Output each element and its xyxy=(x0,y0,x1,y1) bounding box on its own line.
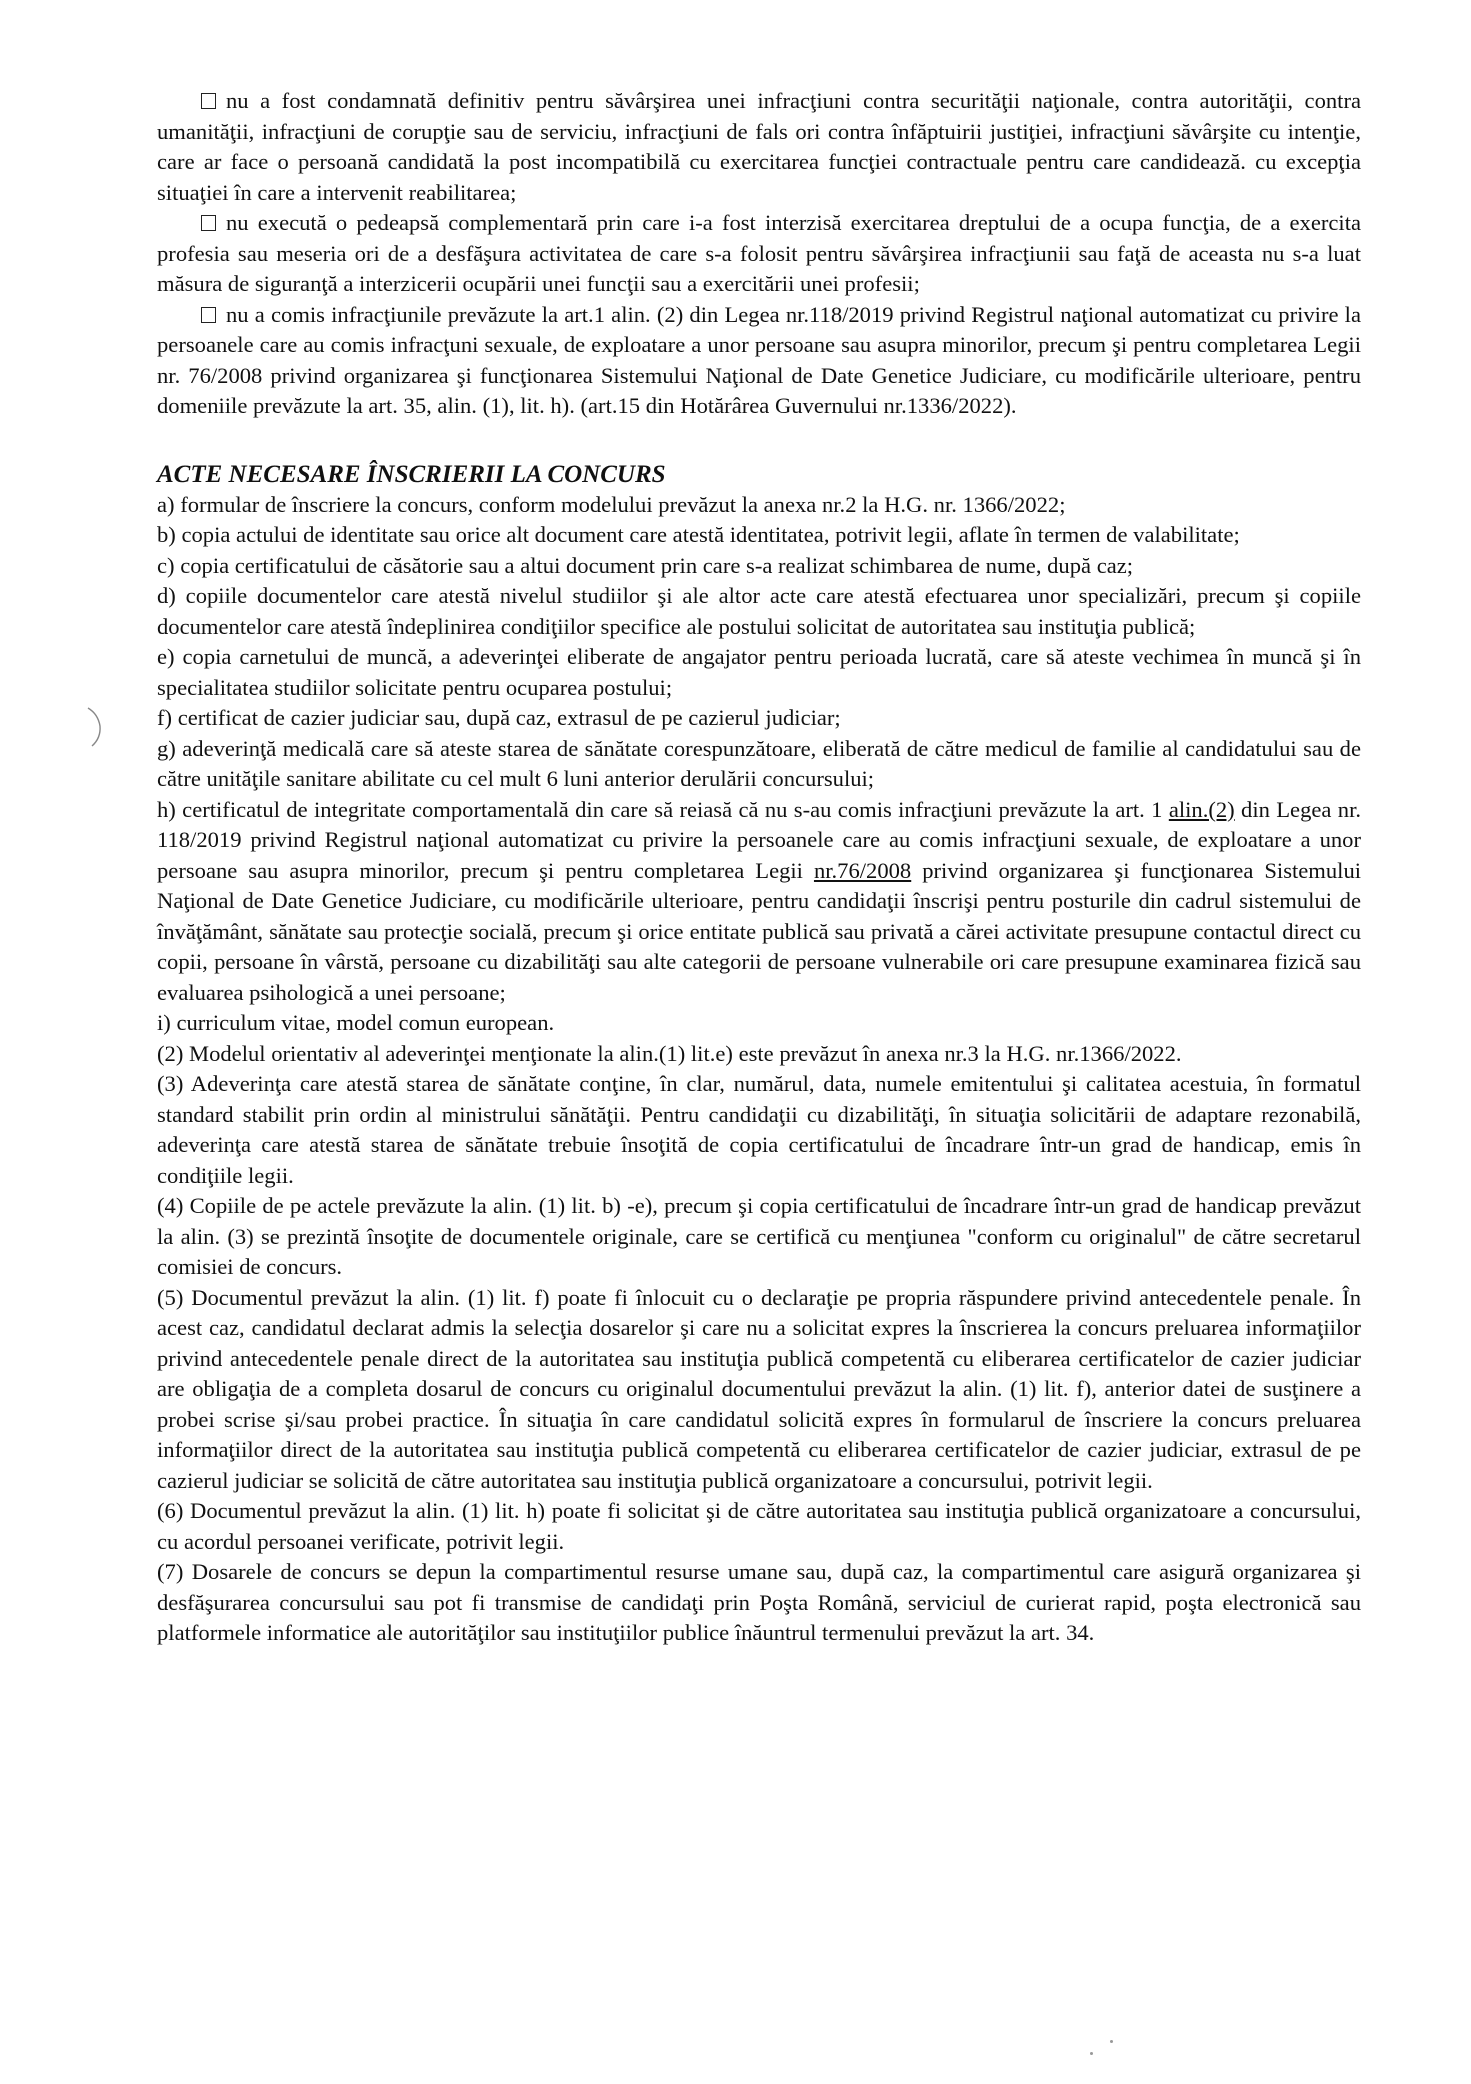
checkbox-icon xyxy=(201,93,216,109)
law-reference-link[interactable]: nr.76/2008 xyxy=(813,857,912,883)
section-heading: ACTE NECESARE ÎNSCRIERII LA CONCURS xyxy=(157,460,666,488)
document-item-a: a) formular de înscriere la concurs, conform modelului prevăzut la anexa nr.2 la H.G. nr. 1366/2022; xyxy=(157,491,1066,517)
document-item-f: f) certificat de cazier judiciar sau, după caz, extrasul de pe cazierul judiciar; xyxy=(157,705,841,730)
document-item-e: e) copia carnetului de muncă, a adeverinţei eliberate de angajator pentru perioada lucrată, care să ateste vechimea în muncă şi în specialitatea studiilor solicitate pentru ocuparea postului; xyxy=(157,644,1361,700)
condition-item xyxy=(157,300,1361,422)
item-h-text: din Legea nr. 118/2019 privind Registrul naţional automatizat cu privire la persoanele care au comis infracţiuni sexuale, de exploatare a unor persoane sau asupra minorilor, precum şi pentru completarea Legii xyxy=(157,796,1361,883)
document-item-d: d) copiile documentelor care atestă nivelul studiilor şi ale altor acte care atestă efectuarea unor specializări, precum şi copiile documentelor care atestă îndeplinirea condiţiilor specifice ale postului solicitat de autoritatea sau instituţia publică; xyxy=(157,583,1361,639)
document-item-g: g) adeverinţă medicală care să ateste starea de sănătate corespunzătoare, eliberată de către medicul de familie al candidatului sau de către unităţile sanitare abilitate cu cel mult 6 luni anterior derulării concursului; xyxy=(157,735,1361,791)
paragraph-7: (7) Dosarele de concurs se depun la compartimentul resurse umane sau, după caz, la compartimentul care asigură organizarea şi desfăşurarea concursului sau pot fi transmise de candidaţi prin Poşta Română, serviciul de curierat rapid, poşta electronică sau platformele informatice ale autorităţilor sau instituţiilor publice înăuntrul termenului prevăzut la art. 34. xyxy=(157,1559,1361,1645)
document-item-b: b) copia actului de identitate sau orice alt document care atestă identitatea, potrivit legii, aflate în termen de valabilitate; xyxy=(157,522,1240,547)
condition-text: nu a fost condamnată definitiv pentru săvârşirea unei infracţiuni contra securităţii naţionale, contra autorităţii, contra umanităţii, infracţiuni de corupţie sau de serviciu, infracţiuni de fals ori contra înfăptuirii justiţiei, infracţiuni săvârşite cu intenţie, care ar face o persoană candidată la post incompatibilă cu exercitarea funcţiei contractuale pentru care candidează. cu excepţia situaţiei în care a intervenit reabilitarea; xyxy=(157,88,1361,205)
condition-text: nu execută o pedeapsă complementară prin care i-a fost interzisă exercitarea dreptului de a ocupa funcţia, de a exercita profesia sau meseria ori de a desfăşura activitatea de care s-a folosit pentru săvârşirea infracţiunii sau faţă de aceasta nu s-a luat măsura de siguranţă a interzicerii ocupării unei funcţii sau a exercitării unei profesii; xyxy=(157,210,1361,296)
document-item-h xyxy=(157,795,1361,1009)
paragraph-5: (5) Documentul prevăzut la alin. (1) lit. f) poate fi înlocuit cu o declaraţie pe propria răspundere privind antecedentele penale. În acest caz, candidatul declarat admis la selecţia dosarelor şi care nu a solicitat expres la înscrierea la concurs preluarea informaţiilor privind antecedentele penale direct de la autoritatea sau instituţia publică competentă cu eliberarea certificatelor de cazier judiciar are obligaţia de a completa dosarul de concurs cu originalul documentului prevăzut la alin. (1) lit. f), anterior datei de susţinere a probei scrise şi/sau probei practice. În situaţia în care candidatul solicită expres în formularul de înscriere la concurs preluarea informaţiilor direct de la autoritatea sau instituţia publică competentă cu eliberarea certificatelor de cazier judiciar, extrasul de pe cazierul judiciar se solicită de către autoritatea sau instituţia publică organizatoare a concursului, potrivit legii. xyxy=(157,1284,1361,1493)
checkbox-icon xyxy=(201,215,216,231)
condition-item xyxy=(157,86,1361,208)
paragraph-6: (6) Documentul prevăzut la alin. (1) lit. h) poate fi solicitat şi de către autoritatea sau instituţia publică organizatoare a concursului, cu acordul persoanei verificate, potrivit legii. xyxy=(157,1498,1361,1554)
paragraph-3: (3) Adeverinţa care atestă starea de sănătate conţine, în clar, numărul, data, numele emitentului şi calitatea acestuia, în formatul standard stabilit prin ordin al ministrului sănătăţii. Pentru candidaţii cu dizabilităţi, în situaţia solicitării de adaptare rezonabilă, adeverinţa care atestă starea de sănătate trebuie însoţită de copia certificatului de încadrare într-un grad de handicap, emis în condiţiile legii. xyxy=(157,1071,1361,1188)
margin-pencil-mark xyxy=(84,706,106,748)
paragraph-4: (4) Copiile de pe actele prevăzute la alin. (1) lit. b) -e), precum şi copia certificatului de încadrare într-un grad de handicap prevăzut la alin. (3) se prezintă însoţite de documentele originale, care se certifică cu menţiunea "conform cu originalul" de către secretarul comisiei de concurs. xyxy=(157,1193,1361,1279)
scan-speck xyxy=(1090,2052,1093,2055)
paragraph-2: (2) Modelul orientativ al adeverinţei menţionate la alin.(1) lit.e) este prevăzut în anexa nr.3 la H.G. nr.1366/2022. xyxy=(157,1040,1182,1066)
item-h-text: privind organizarea şi funcţionarea Sistemului Naţional de Date Genetice Judiciare, cu modificările ulterioare, pentru candidaţii înscrişi pentru posturile din cadrul sistemului de învăţământ, sănătate sau protecţie socială, precum şi orice entitate publică sau privată a cărei activitate presupune contactul direct cu copii, persoane în vârstă, persoane cu dizabilităţi sau alte categorii de persoane vulnerabile ori care presupune examinarea fizică sau evaluarea psihologică a unei persoane; xyxy=(157,857,1362,1005)
scan-speck xyxy=(1110,2040,1113,2043)
condition-item xyxy=(157,208,1361,300)
checkbox-icon xyxy=(201,307,216,323)
item-h-text: h) certificatul de integritate comportamentală din care să reiasă că nu s-au comis infracţiuni prevăzute la art. 1 xyxy=(157,796,1169,822)
document-item-c: c) copia certificatului de căsătorie sau a altui document prin care s-a realizat schimbarea de nume, după caz; xyxy=(157,552,1134,578)
condition-text: nu a comis infracţiunile prevăzute la art.1 alin. (2) din Legea nr.118/2019 privind Registrul naţional automatizat cu privire la persoanele care au comis infracţuni sexuale, de exploatare a unor persoane sau asupra minorilor, precum şi pentru completarea Legii nr. 76/2008 privind organizarea şi funcţionarea Sistemului Naţional de Date Genetice Judiciare, cu modificările ulterioare, pentru domeniile prevăzute la art. 35, alin. (1), lit. h). (art.15 din Hotărârea Guvernului nr.1336/2022). xyxy=(157,301,1361,418)
law-reference-link[interactable]: alin.(2) xyxy=(1168,796,1235,822)
document-body xyxy=(157,86,1361,1649)
document-item-i: i) curriculum vitae, model comun european. xyxy=(157,1010,555,1035)
